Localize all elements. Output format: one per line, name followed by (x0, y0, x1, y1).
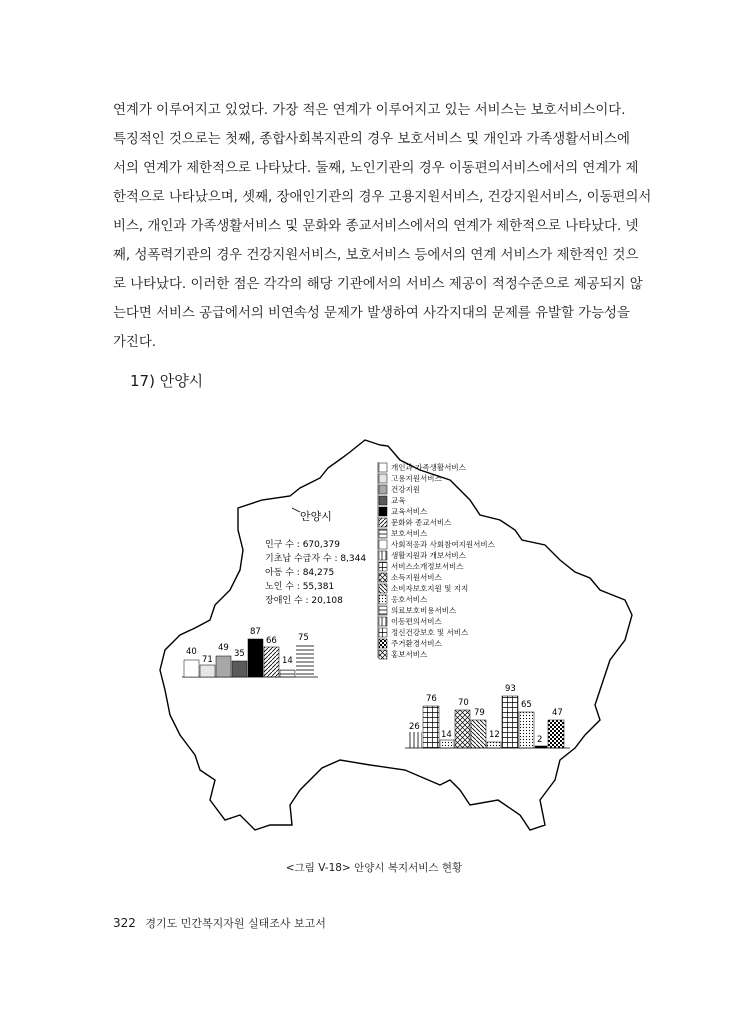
legend-label: 문화와 종교서비스 (391, 518, 452, 527)
bar (296, 644, 314, 677)
bar-value-label: 14 (282, 656, 293, 666)
bar-value-label: 2 (537, 735, 543, 745)
bar (487, 742, 501, 748)
legend-label: 주거환경서비스 (391, 639, 442, 648)
bar-value-label: 12 (489, 730, 500, 740)
legend-label: 고용지원서비스 (391, 474, 442, 483)
stat-basic-recipients: 기초납 수급자 수 : 8,344 (265, 554, 367, 564)
bar-value-label: 66 (266, 636, 277, 646)
bar-group-left (182, 627, 318, 677)
legend-swatch (379, 584, 387, 593)
legend-swatch (379, 551, 387, 560)
legend-label: 개인과 가족생활서비스 (391, 463, 466, 472)
stat-children: 아동 수 : 84,275 (265, 568, 335, 578)
legend-swatch (379, 485, 387, 494)
body-line: 째, 성폭력기관의 경우 건강지원서비스, 보호서비스 등에서의 연계 서비스가 제한적인 것으 (113, 248, 639, 263)
legend-swatch (379, 518, 387, 527)
body-line: 연계가 이루어지고 있었다. 가장 적은 연계가 이루어지고 있는 서비스는 보호서비스이다. (113, 103, 626, 118)
body-line: 한적으로 나타났으며, 셋째, 장애인기관의 경우 고용지원서비스, 건강지원서비스, 이동편의서 (113, 190, 652, 205)
bar (280, 670, 295, 677)
bar (535, 746, 547, 748)
figure-caption: <그림 V-18> 안양시 복지서비스 현황 (285, 862, 463, 874)
bar (502, 696, 518, 748)
legend-swatch (379, 507, 387, 516)
bar (440, 740, 454, 748)
bar (423, 706, 439, 748)
legend-swatch (379, 540, 387, 549)
stat-population: 인구 수 : 670,379 (265, 540, 340, 550)
legend-swatch (379, 562, 387, 571)
bar (184, 660, 199, 677)
body-line: 비스, 개인과 가족생활서비스 및 문화와 종교서비스에서의 연계가 제한적으로 나타났다. 넷 (113, 219, 639, 234)
legend-swatch (379, 496, 387, 505)
bar (455, 710, 470, 748)
footer-title: 경기도 민간복지자원 실태조사 보고서 (145, 917, 326, 930)
legend-label: 이동편의서비스 (391, 617, 442, 626)
body-line: 는다면 서비스 공급에서의 비연속성 문제가 발생하여 사각지대의 문제를 유발할 가능성을 (113, 306, 630, 321)
legend (378, 462, 496, 659)
stats-block (265, 538, 366, 606)
bar (471, 720, 486, 748)
bar (200, 665, 215, 677)
legend-label: 교육서비스 (391, 507, 428, 516)
section-heading: 17) 안양시 (130, 372, 204, 390)
legend-label: 건강지원 (391, 485, 420, 494)
bar-value-label: 35 (234, 649, 245, 659)
legend-label: 보호서비스 (391, 529, 428, 538)
page-footer (113, 915, 326, 931)
legend-swatch (379, 617, 387, 626)
legend-label: 생활지원과 개보서비스 (391, 551, 466, 560)
legend-label: 옹호서비스 (391, 595, 428, 604)
bar (264, 647, 279, 677)
bar (519, 712, 534, 748)
bar-value-label: 49 (218, 643, 229, 653)
bar-value-label: 14 (441, 730, 452, 740)
bar (248, 639, 263, 677)
legend-swatch (379, 463, 387, 472)
stat-elderly: 노인 수 : 55,381 (265, 582, 335, 592)
legend-label: 의료보호비용서비스 (391, 606, 457, 615)
legend-swatch (379, 595, 387, 604)
city-label: 안양시 (300, 510, 332, 523)
bar-value-label: 47 (552, 708, 563, 718)
legend-label: 교육 (391, 496, 406, 505)
legend-label: 정신건강보호 및 서비스 (391, 628, 469, 637)
page-number: 322 (113, 916, 136, 930)
bar (232, 661, 247, 677)
bar-value-label: 79 (474, 708, 485, 718)
bar-value-label: 70 (458, 698, 469, 708)
legend-swatch (379, 639, 387, 648)
bar-value-label: 87 (250, 627, 261, 637)
bar-value-label: 65 (521, 700, 532, 710)
legend-swatch (379, 628, 387, 637)
bar-value-label: 26 (409, 722, 420, 732)
bar (216, 656, 231, 677)
legend-swatch (379, 573, 387, 582)
legend-swatch (379, 529, 387, 538)
legend-label: 홍보서비스 (391, 650, 428, 659)
legend-swatch (379, 606, 387, 615)
body-line: 가진다. (113, 335, 157, 350)
bar-value-label: 40 (186, 647, 197, 657)
legend-label: 소비자보호지원 및 지지 (391, 584, 469, 593)
bar-value-label: 76 (426, 694, 437, 704)
legend-swatch (379, 474, 387, 483)
bar-value-label: 93 (505, 684, 516, 694)
stat-disabled: 장애인 수 : 20,108 (265, 596, 343, 606)
bar-value-label: 71 (202, 655, 213, 665)
bar (407, 732, 422, 748)
legend-label: 사회적응과 사회참여지원서비스 (391, 540, 495, 549)
legend-label: 서비스소개정보서비스 (391, 562, 464, 571)
body-line: 서의 연계가 제한적으로 나타났다. 둘째, 노인기관의 경우 이동편의서비스에서의 연계가 제 (113, 161, 639, 176)
bar-value-label: 75 (298, 633, 309, 643)
legend-label: 소득지원서비스 (391, 573, 442, 582)
bar (548, 720, 564, 748)
legend-swatch (379, 650, 387, 659)
body-line: 로 나타났다. 이러한 점은 각각의 해당 기관에서의 서비스 제공이 적정수준으로 제공되지 않 (113, 277, 643, 292)
bar-group-right (405, 684, 570, 748)
body-line: 특징적인 것으로는 첫째, 종합사회복지관의 경우 보호서비스 및 개인과 가족생활서비스에 (113, 132, 630, 147)
